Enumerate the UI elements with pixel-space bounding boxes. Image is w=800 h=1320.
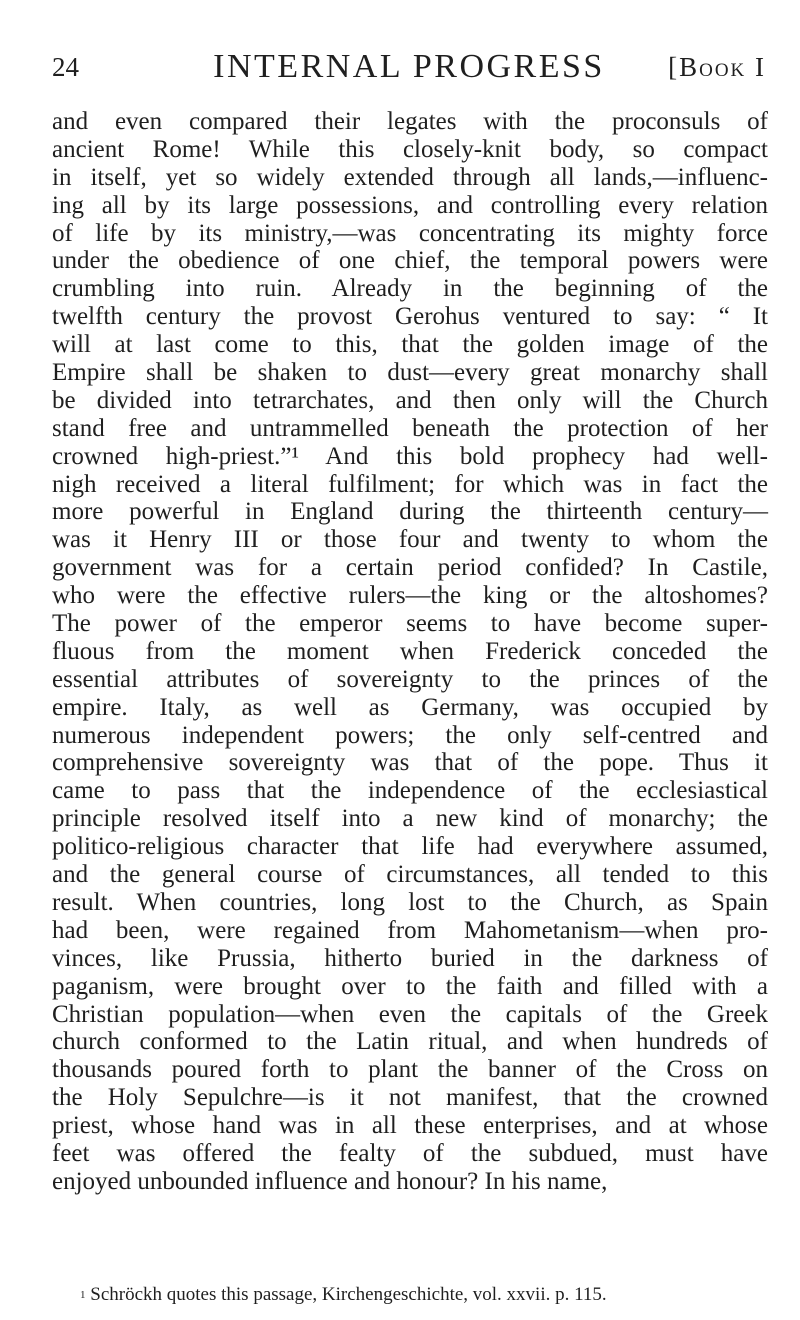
footnote-text: Schröckh quotes this passage, Kirchengeschichte, vol. xxvii. p. 115. [90,1284,607,1305]
footnote-marker: 1 [80,1289,86,1301]
text-line: in itself, yet so widely extended through all lands,—influenc- [52,163,768,191]
text-line: politico-religious character that life had everywhere assumed, [52,833,768,861]
body-text [52,108,768,1196]
text-line: Christian population—when even the capitals of the Greek [52,1000,768,1028]
text-line: ancient Rome! While this closely-knit body, so compact [52,135,768,163]
text-line: will at last come to this, that the golden image of the [52,331,768,359]
text-line: vinces, like Prussia, hitherto buried in the darkness of [52,944,768,972]
text-line: feet was offered the fealty of the subdued, must have [52,1139,768,1167]
text-line: stand free and untrammelled beneath the protection of her [52,414,768,442]
text-line: who were the effective rulers—the king or the altoshomes? [52,582,768,610]
text-line: Empire shall be shaken to dust—every great monarchy shall [52,359,768,387]
text-line: essential attributes of sovereignty to the princes of the [52,665,768,693]
text-line: and even compared their legates with the proconsuls of [52,108,768,135]
text-line: fluous from the moment when Frederick conceded the [52,637,768,665]
text-line: church conformed to the Latin ritual, and when hundreds of [52,1028,768,1056]
text-line: empire. Italy, as well as Germany, was occupied by [52,693,768,721]
text-line: be divided into tetrarchates, and then only will the Church [52,386,768,414]
text-line: under the obedience of one chief, the temporal powers were [52,247,768,275]
text-line: enjoyed unbounded influence and honour? In his name, [52,1167,608,1195]
text-line: ing all by its large possessions, and controlling every relation [52,191,768,219]
text-line: came to pass that the independence of the ecclesiastical [52,777,768,805]
text-line: The power of the emperor seems to have become super- [52,610,768,638]
text-line: principle resolved itself into a new kind of monarchy; the [52,805,768,833]
text-line: priest, whose hand was in all these enterprises, and at whose [52,1112,768,1140]
footnote [80,1284,607,1306]
text-line: more powerful in England during the thirteenth century— [52,498,768,526]
page-number: 24 [52,52,79,82]
text-line: twelfth century the provost Gerohus ventured to say: “ It [52,303,768,331]
running-title: INTERNAL PROGRESS [213,48,605,85]
text-line: crowned high-priest.”¹ And this bold prophecy had well- [52,442,768,470]
page-header [52,48,766,94]
text-line: comprehensive sovereignty was that of the pope. Thus it [52,749,768,777]
text-line: was it Henry III or those four and twenty to whom the [52,526,768,554]
text-line: numerous independent powers; the only self-centred and [52,721,768,749]
text-line: and the general course of circumstances, all tended to this [52,861,768,889]
text-line: government was for a certain period confided? In Castile, [52,554,768,582]
text-line: result. When countries, long lost to the Church, as Spain [52,888,768,916]
text-line: thousands poured forth to plant the banner of the Cross on [52,1056,768,1084]
text-line: had been, were regained from Mahometanism—when pro- [52,916,768,944]
text-line: of life by its ministry,—was concentrating its mighty force [52,219,768,247]
text-line: crumbling into ruin. Already in the beginning of the [52,275,768,303]
text-line: the Holy Sepulchre—is it not manifest, that the crowned [52,1084,768,1112]
book-reference: [Book I [668,52,766,82]
text-line: paganism, were brought over to the faith and filled with a [52,972,768,1000]
text-line: nigh received a literal fulfilment; for which was in fact the [52,470,768,498]
